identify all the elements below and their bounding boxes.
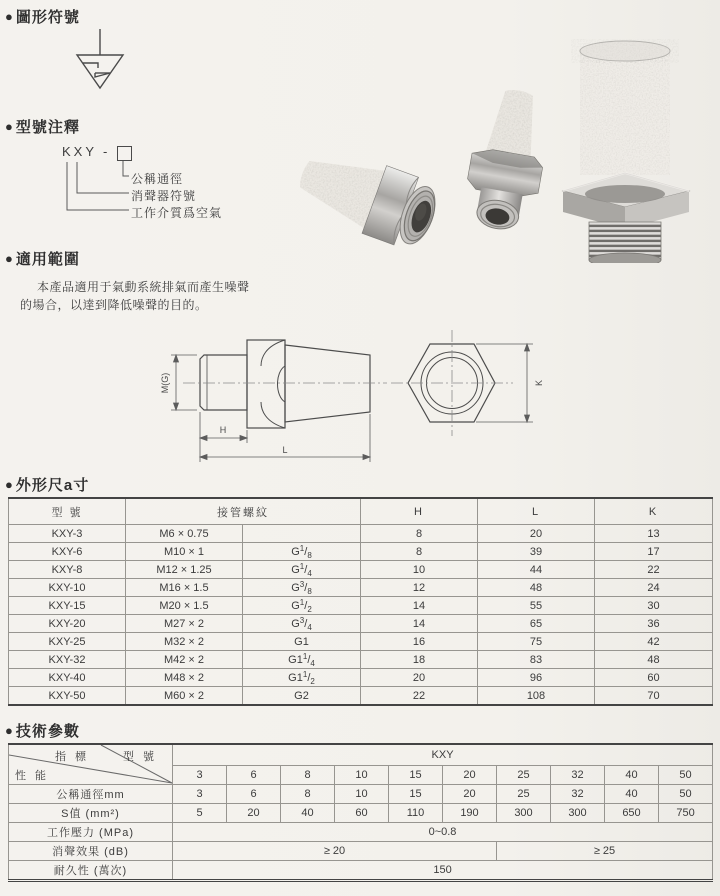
row-label: 消聲效果 (dB) <box>9 842 173 861</box>
section-title-scope <box>5 248 80 269</box>
silencer-large <box>563 39 689 263</box>
table-row: S值 (mm²) 5 20 40 60 110 190 300 300 650 750 <box>9 804 713 823</box>
table-row: KXY-50 M60 × 2 G2 22 108 70 <box>9 687 713 706</box>
section-title-parameters <box>5 720 80 741</box>
row-label: 耐久性 (萬次) <box>9 861 173 881</box>
dim-label-h: H <box>219 425 227 435</box>
silencer-small <box>295 138 444 254</box>
product-photo <box>295 15 710 263</box>
corner-label-index: 指 標 <box>55 751 90 763</box>
table-row: KXY-8 M12 × 1.25 $G^1/_4$ 10 44 22 <box>9 561 713 579</box>
section-title-model <box>5 116 80 137</box>
section-title-text: 型號注釋 <box>15 119 80 136</box>
durability-value: 150 <box>173 861 713 881</box>
noise-value-small: ≥ 20 <box>173 842 497 861</box>
table-row: 公稱通徑mm 3 6 8 10 15 20 25 32 40 50 <box>9 785 713 804</box>
model-code: KXY <box>62 144 98 159</box>
dim-label-mg: M(G) <box>160 372 170 394</box>
row-label: 公稱通徑mm <box>9 785 173 804</box>
col-header-l: L <box>478 498 595 525</box>
silencer-symbol <box>66 26 138 98</box>
corner-label-perf: 性 能 <box>15 770 50 782</box>
section-title-text: 適用範圍 <box>15 251 80 268</box>
parameter-table <box>8 743 713 882</box>
model-dash: - <box>103 144 111 159</box>
scope-text-line2: 的場合，以達到降低噪聲的目的。 <box>20 298 208 312</box>
model-label-symbol: 消聲器符號 <box>131 189 197 203</box>
col-header-k: K <box>595 498 713 525</box>
table-row: KXY-3 M6 × 0.75 8 20 13 <box>9 525 713 543</box>
dimension-table <box>8 497 713 706</box>
bullet-icon: ● <box>5 251 14 266</box>
section-title-symbol <box>5 6 80 27</box>
table-header-row <box>9 744 713 765</box>
table-header-row <box>9 498 713 525</box>
table-row: KXY-6 M10 × 1 $G^1/_8$ 8 39 17 <box>9 543 713 561</box>
table-row <box>9 823 713 842</box>
noise-value-large: ≥ 25 <box>497 842 713 861</box>
model-label-medium: 工作介質爲空氣 <box>131 206 223 220</box>
table-row: KXY-20 M27 × 2 $G^3/_4$ 14 65 36 <box>9 615 713 633</box>
col-header-model: 型 號 <box>9 498 126 525</box>
diagonal-header-cell <box>9 744 173 785</box>
table-row <box>9 861 713 881</box>
dim-label-k: K <box>534 379 544 387</box>
series-cell: KXY <box>173 744 713 765</box>
col-header-h: H <box>361 498 478 525</box>
col-header-thread: 接管螺紋 <box>126 498 361 525</box>
section-title-text: 圖形符號 <box>15 9 80 26</box>
scope-text-line1: 本產品適用于氣動系統排氣而產生噪聲 <box>37 280 250 294</box>
table-row: KXY-15 M20 × 1.5 $G^1/_2$ 14 55 30 <box>9 597 713 615</box>
section-title-dimensions <box>5 474 89 495</box>
model-label-bore: 公稱通徑 <box>131 172 184 186</box>
pressure-value: 0~0.8 <box>173 823 713 842</box>
corner-label-model: 型 號 <box>123 751 158 763</box>
table-row: 3 6 8 10 15 20 25 32 40 50 <box>9 765 713 784</box>
bullet-icon: ● <box>5 119 14 134</box>
section-title-text: 技術參數 <box>15 723 80 740</box>
section-title-text: 外形尺a寸 <box>15 477 90 494</box>
bullet-icon: ● <box>5 477 14 492</box>
dim-label-l: L <box>282 445 288 455</box>
table-row: KXY-40 M48 × 2 $G1^1/_2$ 20 96 60 <box>9 669 713 687</box>
row-label: 工作壓力 (MPa) <box>9 823 173 842</box>
table-row <box>9 842 713 861</box>
bullet-icon: ● <box>5 723 14 738</box>
table-row: KXY-10 M16 × 1.5 $G^3/_8$ 12 48 24 <box>9 579 713 597</box>
table-row: KXY-25 M32 × 2 G1 16 75 42 <box>9 633 713 651</box>
row-label: S值 (mm²) <box>9 804 173 823</box>
bullet-icon: ● <box>5 9 14 24</box>
dimension-drawing <box>135 322 555 474</box>
silencer-medium <box>460 80 556 234</box>
table-row: KXY-32 M42 × 2 $G1^1/_4$ 18 83 48 <box>9 651 713 669</box>
